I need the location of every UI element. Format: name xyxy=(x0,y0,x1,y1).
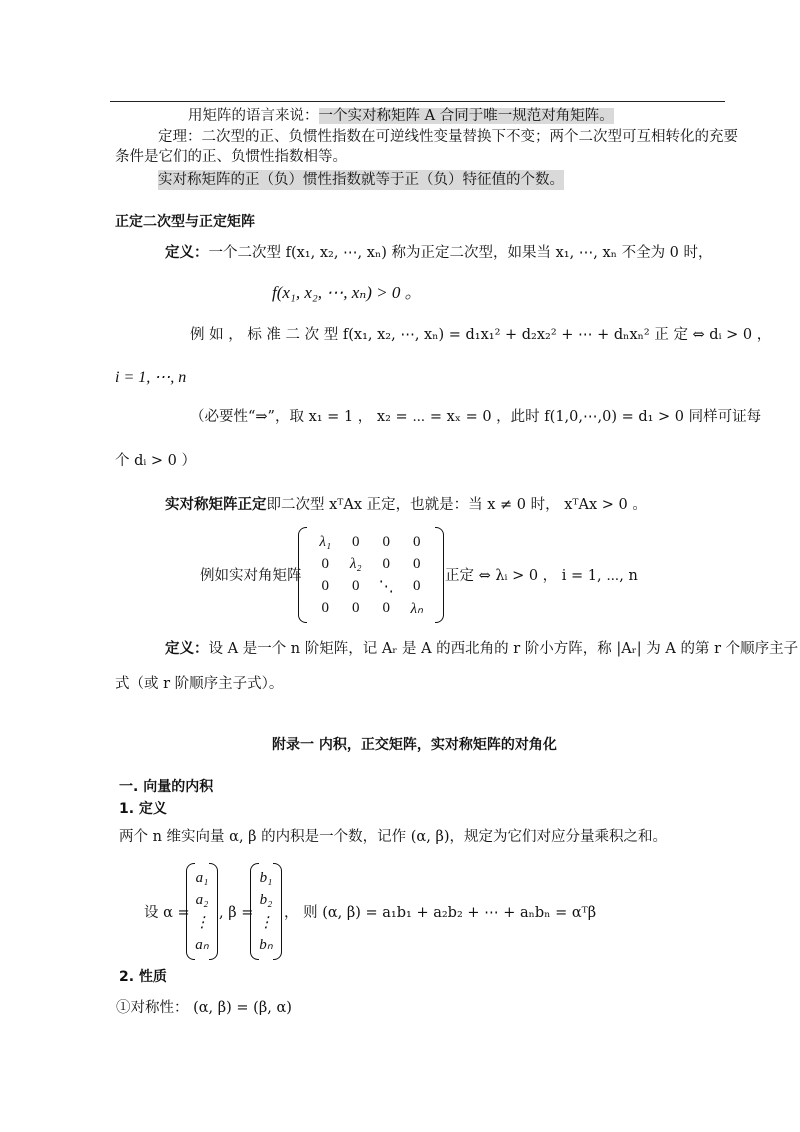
section-heading-positive-definite: 正定二次型与正定矩阵 xyxy=(115,214,255,230)
matrix-cell: 0 xyxy=(321,555,329,572)
positive-definite-bold: 实对称矩阵正定 xyxy=(165,496,267,513)
section-inner-product: 一. 向量的内积 xyxy=(119,779,214,795)
subsection-definition: 1. 定义 xyxy=(119,801,167,817)
vector-entry: b₂ xyxy=(259,891,273,908)
line1-prefix: 用矩阵的语言来说： xyxy=(188,108,319,124)
matrix-cell: 0 xyxy=(321,577,329,594)
vector-alpha xyxy=(186,863,218,960)
vector-entry: aₙ xyxy=(195,937,209,954)
definition-formula: f(x₁, x₂, ⋯, xₙ) > 0 。 xyxy=(272,283,422,302)
inner-product-definition: 两个 n 维实向量 α, β 的内积是一个数，记作 (α, β)，规定为它们对应分量乘积之和。 xyxy=(119,829,667,845)
matrix-right-bracket xyxy=(435,527,444,623)
positive-definite-text: 即二次型 xᵀAx 正定，也就是：当 x ≠ 0 时， xᵀAx > 0 。 xyxy=(266,497,647,513)
theorem-line-cont: 条件是它们的正、负惯性指数相等。 xyxy=(115,149,347,165)
eigen-count-line: 实对称矩阵的正（负）惯性指数就等于正（负）特征值的个数。 xyxy=(158,172,564,188)
vector-entry: ⋮ xyxy=(258,915,274,932)
matrix-cell: 0 xyxy=(413,533,421,550)
alpha-label: 设 α = xyxy=(144,905,190,921)
matrix-cell: λₙ xyxy=(410,600,423,617)
matrix-cell: 0 xyxy=(352,533,360,550)
appendix-title: 附录一 内积，正交矩阵，实对称矩阵的对角化 xyxy=(272,737,557,753)
matrix-cell: 0 xyxy=(321,599,329,616)
definition-2-cont: 式（或 r 阶顺序主子式）。 xyxy=(115,676,284,692)
positive-definite-matrix-line xyxy=(165,495,647,515)
example-standard-form: 例 如 ， 标 准 二 次 型 f(x₁, x₂, ⋯, xₙ) = d₁x₁² + d₂x₂² + ⋯ + dₙxₙ² 正 定 ⇔ dᵢ > 0 ， xyxy=(190,327,772,343)
inner-product-formula: ， 则 (α, β) = a₁b₁ + a₂b₂ + ⋯ + aₙbₙ = αᵀβ xyxy=(284,905,597,921)
beta-label: , β = xyxy=(219,905,254,921)
vector-beta xyxy=(250,863,282,960)
diag-example-suffix: 正定 ⇔ λᵢ > 0 ， i = 1, ⋯, n xyxy=(445,568,638,584)
definition-2 xyxy=(165,639,798,659)
property-symmetry: ①对称性： (α, β) = (β, α) xyxy=(116,1000,292,1016)
vector-entry: a₂ xyxy=(195,891,209,908)
matrix-cell: 0 xyxy=(352,577,360,594)
definition-2-label: 定义： xyxy=(165,640,209,657)
matrix-left-bracket xyxy=(298,527,307,623)
matrix-cell: 0 xyxy=(352,599,360,616)
matrix-cell: 0 xyxy=(382,533,390,550)
definition-2-text: 设 A 是一个 n 阶矩阵，记 Aᵣ 是 A 的西北角的 r 阶小方阵，称 |Aᵣ| 为 A 的第 r 个顺序主子 xyxy=(208,641,799,657)
matrix-cell: λ₂ xyxy=(349,555,362,572)
vector-entry: a₁ xyxy=(195,869,209,886)
matrix-cell: 0 xyxy=(382,599,390,616)
vector-alpha-cells xyxy=(192,867,212,956)
necessity-line-cont: 个 dᵢ > 0 ） xyxy=(115,453,197,469)
matrix-cell: λ₁ xyxy=(319,533,332,550)
example-index-range: i = 1, ⋯, n xyxy=(115,369,187,386)
diagonal-matrix xyxy=(298,527,444,623)
necessity-line: （必要性“⇒”，取 x₁ = 1 ， x₂ = ⋯ = xₓ = 0 ，此时 f(1,0,⋯,0) = d₁ > 0 同样可证每 xyxy=(190,409,762,425)
line1-highlight: 一个实对称矩阵 A 合同于唯一规范对角矩阵。 xyxy=(318,108,614,124)
vector-entry: ⋮ xyxy=(194,915,210,932)
diagonal-matrix-cells xyxy=(310,531,432,619)
vector-entry: b₁ xyxy=(259,869,273,886)
definition-label: 定义： xyxy=(165,244,209,261)
text-line-1 xyxy=(188,106,614,126)
diag-example-prefix: 例如实对角矩阵 xyxy=(200,568,302,584)
matrix-cell: ⋱ xyxy=(378,578,394,595)
vector-entry: bₙ xyxy=(259,937,273,954)
subsection-properties: 2. 性质 xyxy=(119,969,167,985)
matrix-cell: 0 xyxy=(413,555,421,572)
vector-beta-cells xyxy=(256,867,276,956)
theorem-line: 定理：二次型的正、负惯性指数在可逆线性变量替换下不变；两个二次型可互相转化的充要 xyxy=(158,129,738,145)
header-rule xyxy=(110,101,725,102)
matrix-cell: 0 xyxy=(413,577,421,594)
definition-1 xyxy=(165,243,713,263)
definition-text: 一个二次型 f(x₁, x₂, ⋯, xₙ) 称为正定二次型，如果当 x₁, ⋯, xₙ 不全为 0 时， xyxy=(208,245,713,261)
matrix-cell: 0 xyxy=(382,555,390,572)
